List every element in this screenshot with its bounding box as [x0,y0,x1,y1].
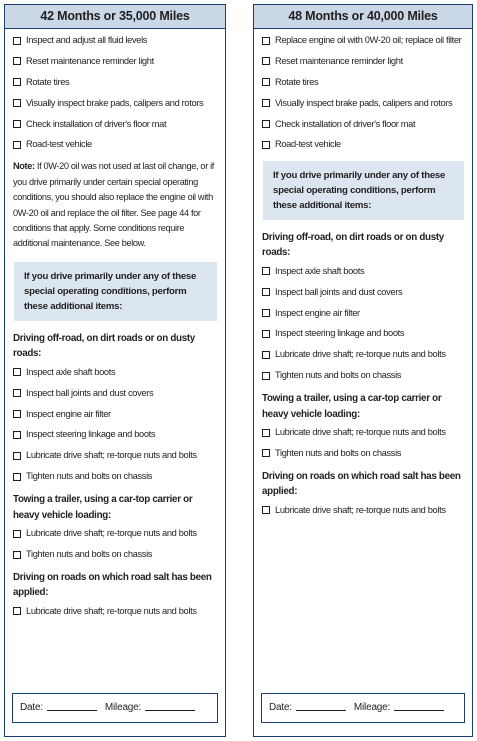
mileage-label: Mileage: [353,702,391,713]
checklist-item-label: Lubricate drive shaft; re-torque nuts and bolts [26,450,197,461]
checkbox-icon[interactable] [262,449,270,457]
towing-checklist [262,427,466,459]
checkbox-icon[interactable] [262,99,270,107]
date-label: Date: [269,702,292,713]
towing-checklist [13,528,219,560]
checklist-item-label: Lubricate drive shaft; re-torque nuts and bolts [275,504,446,515]
checklist-item-label: Replace engine oil with 0W-20 oil; replace oil filter [275,35,462,45]
checklist-item[interactable] [13,139,219,150]
checklist-item[interactable] [262,505,466,516]
offroad-checklist [262,266,466,382]
checklist-item[interactable] [13,471,219,482]
checklist-item[interactable] [13,367,219,378]
salt-checklist [262,505,466,516]
checklist-item-label: Lubricate drive shaft; re-torque nuts and bolts [26,605,197,616]
checklist-item[interactable] [262,56,466,67]
column-content [5,29,225,617]
towing-heading: Towing a trailer, using a car-top carrier or heavy vehicle loading: [13,494,193,521]
oil-note [13,159,219,251]
checkbox-icon[interactable] [13,431,21,439]
checkbox-icon[interactable] [13,473,21,481]
checklist [262,35,466,151]
checklist-item[interactable] [262,119,466,130]
column-header: 48 Months or 40,000 Miles [254,5,472,29]
checklist-item-label: Lubricate drive shaft; re-torque nuts and bolts [275,349,446,360]
checklist-item-label: Check installation of driver's floor mat [275,118,416,129]
salt-checklist [13,606,219,617]
checklist [13,35,219,151]
maintenance-column-48-months [253,4,473,737]
checklist-item-label: Inspect axle shaft boots [275,265,365,276]
checkbox-icon[interactable] [262,351,270,359]
mileage-label: Mileage: [104,702,142,713]
special-conditions-callout: If you drive primarily under any of these special operating conditions, perform these additional items: [263,161,464,220]
checklist-item[interactable] [262,77,466,88]
mileage-field[interactable] [145,698,195,711]
checklist-item[interactable] [262,349,466,360]
checklist-item[interactable] [13,606,219,617]
checklist-item[interactable] [13,388,219,399]
checkbox-icon[interactable] [262,267,270,275]
checkbox-icon[interactable] [13,389,21,397]
checkbox-icon[interactable] [13,120,21,128]
checklist-item[interactable] [262,427,466,438]
note-label: Note: [13,161,35,172]
checklist-item-label: Inspect engine air filter [275,307,360,318]
checklist-item-label: Check installation of driver's floor mat [26,118,167,129]
checklist-item[interactable] [13,429,219,440]
checkbox-icon[interactable] [262,78,270,86]
checklist-item-label: Inspect steering linkage and boots [275,328,405,339]
checklist-item-label: Inspect engine air filter [26,408,111,419]
checklist-item[interactable] [262,448,466,459]
date-field[interactable] [47,698,97,711]
checkbox-icon[interactable] [13,141,21,149]
checklist-item-label: Inspect ball joints and dust covers [26,387,154,398]
checklist-item-label: Reset maintenance reminder light [26,55,154,66]
offroad-checklist [13,367,219,483]
checklist-item-label: Tighten nuts and bolts on chassis [275,447,402,458]
checkbox-icon[interactable] [262,372,270,380]
mileage-field[interactable] [394,698,444,711]
checkbox-icon[interactable] [13,452,21,460]
checkbox-icon[interactable] [13,37,21,45]
checklist-item[interactable] [13,119,219,130]
checkbox-icon[interactable] [13,78,21,86]
checkbox-icon[interactable] [13,368,21,376]
checklist-item-label: Lubricate drive shaft; re-torque nuts and bolts [26,528,197,539]
checklist-item-label: Visually inspect brake pads, calipers and rotors [275,97,453,108]
salt-heading: Driving on roads on which road salt has been applied: [262,470,461,498]
date-mileage-box [261,693,465,723]
checklist-item-label: Inspect ball joints and dust covers [275,286,403,297]
checklist-item[interactable] [13,56,219,67]
checkbox-icon[interactable] [262,141,270,149]
checklist-item-label: Road-test vehicle [275,139,341,150]
date-mileage-box [12,693,218,723]
checklist-item[interactable] [13,528,219,539]
checkbox-icon[interactable] [262,288,270,296]
checklist-item[interactable] [262,370,466,381]
checkbox-icon[interactable] [262,120,270,128]
towing-heading: Towing a trailer, using a car-top carrier or heavy vehicle loading: [262,393,442,420]
checklist-item-label: Inspect steering linkage and boots [26,429,156,440]
checklist-item-label: Rotate tires [26,76,70,87]
note-text: If 0W-20 oil was not used at last oil change, or if you drive primarily under certain special operating conditions, you should also replace the engine oil with 0W-20 oil and replace the oil filter. See page 44 for conditions that apply. Some conditions require additional maintenance. See below. [13,161,214,249]
column-header: 42 Months or 35,000 Miles [5,5,225,29]
checklist-item[interactable] [13,77,219,88]
checklist-item-label: Inspect and adjust all fluid levels [26,35,148,45]
checkbox-icon[interactable] [13,551,21,559]
date-field[interactable] [296,698,346,711]
checkbox-icon[interactable] [13,530,21,538]
checklist-item[interactable] [13,450,219,461]
checklist-item[interactable] [13,35,219,46]
checkbox-icon[interactable] [13,99,21,107]
checkbox-icon[interactable] [13,410,21,418]
checklist-item-label: Lubricate drive shaft; re-torque nuts and bolts [275,427,446,438]
column-content [254,29,472,516]
checklist-item[interactable] [13,98,219,109]
checklist-item[interactable] [262,308,466,319]
checkbox-icon[interactable] [13,607,21,615]
checklist-item-label: Tighten nuts and bolts on chassis [275,370,402,381]
checklist-item[interactable] [262,35,466,46]
checklist-item[interactable] [262,328,466,339]
date-label: Date: [20,702,43,713]
checkbox-icon[interactable] [262,309,270,317]
checklist-item[interactable] [262,266,466,277]
checklist-item-label: Rotate tires [275,76,319,87]
maintenance-column-42-months [4,4,226,737]
checklist-item-label: Visually inspect brake pads, calipers and rotors [26,97,204,108]
offroad-heading: Driving off-road, on dirt roads or on dusty roads: [262,231,444,259]
checklist-item-label: Road-test vehicle [26,139,92,150]
checkbox-icon[interactable] [262,37,270,45]
checklist-item-label: Reset maintenance reminder light [275,55,403,66]
checkbox-icon[interactable] [262,429,270,437]
offroad-heading: Driving off-road, on dirt roads or on dusty roads: [13,332,195,360]
checklist-item[interactable] [262,139,466,150]
checklist-item-label: Inspect axle shaft boots [26,366,116,377]
special-conditions-callout: If you drive primarily under any of these special operating conditions, perform these additional items: [14,262,217,321]
checkbox-icon[interactable] [262,330,270,338]
salt-heading: Driving on roads on which road salt has been applied: [13,571,212,599]
checkbox-icon[interactable] [262,506,270,514]
checklist-item-label: Tighten nuts and bolts on chassis [26,471,153,482]
checkbox-icon[interactable] [262,57,270,65]
checklist-item[interactable] [262,287,466,298]
checklist-item-label: Tighten nuts and bolts on chassis [26,549,153,560]
checkbox-icon[interactable] [13,57,21,65]
checklist-item[interactable] [262,98,466,109]
checklist-item[interactable] [13,409,219,420]
checklist-item[interactable] [13,549,219,560]
